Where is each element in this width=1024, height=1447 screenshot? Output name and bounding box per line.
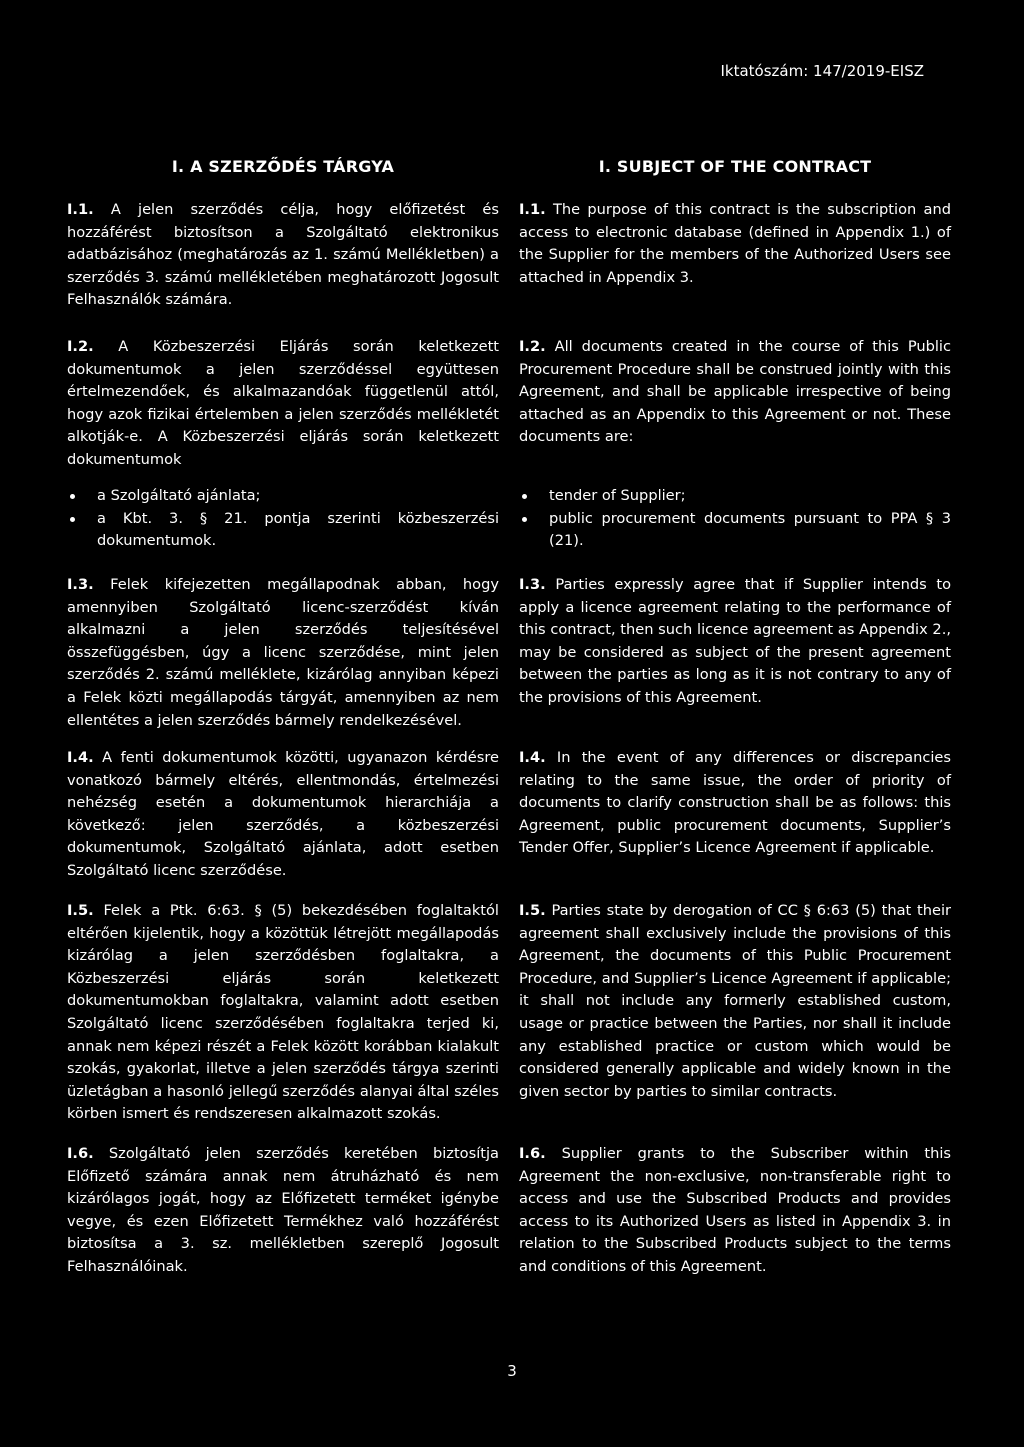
clause-text: Felek kifejezetten megállapodnak abban, hogy amennyiben Szolgáltató licenc-szerződést kíván alkalmazni a jelen szerződés teljesítésével összefüggésben, úgy a licenc szerződése, mint jelen szerződés 2. számú melléklete, kizárólag annyiban képezi a Felek közti megállapodás tárgyát, amennyiben az nem ellentétes a jelen szerződés bármely rendelkezésével. [67,576,500,729]
clause-5-en [519,900,951,1103]
clause-2-hu [67,336,499,472]
list-item: a Kbt. 3. § 21. pontja szerinti közbeszerzési dokumentumok. [67,508,499,553]
clause-text: A Közbeszerzési Eljárás során keletkezett dokumentumok a jelen szerződéssel együttesen értelmezendőek, és alkalmazandóak függetlenül attól, hogy azok fizikai értelemben a jelen szerződés mellékletét alkotják-e. A Közbeszerzési eljárás során keletkezett dokumentumok [67,338,500,468]
clause-text: A jelen szerződés célja, hogy előfizetést és hozzáférést biztosítson a Szolgáltató elektronikus adatbázisához (meghatározás az 1. számú Mellékletben) a szerződés 3. számú mellékletében meghatározott Jogosult Felhasználók számára. [67,201,500,309]
section-title-en: I. SUBJECT OF THE CONTRACT [598,157,872,176]
clause-number: I.4. [519,749,546,766]
clause-number: I.1. [519,201,546,218]
clause-number: I.6. [67,1145,94,1162]
clause-4-en [519,747,951,860]
clause-6-hu [67,1143,499,1279]
list-item: a Szolgáltató ajánlata; [67,485,499,508]
clause-text: Szolgáltató jelen szerződés keretében biztosítja Előfizető számára annak nem átruházható és nem kizárólagos jogát, hogy az Előfizetett terméket igénybe vegye, és ezen Előfizetett Termékhez való hozzáférést biztosítsa a 3. sz. mellékletben szereplő Jogosult Felhasználóinak. [67,1145,499,1275]
clause-3-en [519,574,951,710]
clause-3-hu [67,574,499,732]
clause-number: I.6. [519,1145,546,1162]
clause-number: I.5. [519,902,546,919]
clause-number: I.3. [519,576,546,593]
clause-number: I.5. [67,902,94,919]
clause-2-en [519,336,951,449]
clause-text: The purpose of this contract is the subscription and access to electronic database (defined in Appendix 1.) of the Supplier for the members of the Authorized Users see attached in Appendix 3. [519,201,951,286]
clause-number: I.4. [67,749,94,766]
clause-number: I.1. [67,201,94,218]
clause-text: A fenti dokumentumok közötti, ugyanazon kérdésre vonatkozó bármely eltérés, ellentmondás, értelmezési nehézség esetén a dokumentumok hierarchiája a következő: jelen szerződés, a közbeszerzési dokumentumok, Szolgáltató ajánlata, adott esetben Szolgáltató licenc szerződése. [67,749,499,879]
clause-6-en [519,1143,951,1279]
documents-list-hu [67,485,499,553]
list-item: public procurement documents pursuant to PPA § 3 (21). [519,508,951,553]
clause-text: In the event of any differences or discrepancies relating to the same issue, the order of priority of documents to clarify construction shall be as follows: this Agreement, public procurement documents, Supplier’s Tender Offer, Supplier’s Licence Agreement if applicable. [519,749,951,857]
clause-number: I.2. [67,338,94,355]
clause-text: Felek a Ptk. 6:63. § (5) bekezdésében foglaltaktól eltérően kijelentik, hogy a közöttük létrejött megállapodás kizárólag a jelen szerződésben foglaltakra, a Közbeszerzési eljárás során keletkezett dokumentumokban foglaltakra, valamint adott esetben Szolgáltató licenc szerződésében foglaltakra terjed ki, annak nem képezi részét a Felek között korábban kialakult szokás, gyakorlat, illetve a jelen szerződés tárgya szerinti üzletágban a hasonló jellegű szerződés alanyai által széles körben ismert és rendszeresen alkalmazott szokás. [67,902,499,1123]
clause-number: I.3. [67,576,94,593]
clause-1-hu [67,199,499,312]
clause-text: All documents created in the course of this Public Procurement Procedure shall be construed jointly with this Agreement, and shall be applicable irrespective of being attached as an Appendix to this Agreement or not. These documents are: [519,338,952,446]
clause-text: Parties expressly agree that if Supplier intends to apply a licence agreement relating to the performance of this contract, then such licence agreement as Appendix 2., may be considered as subject of the present agreement between the parties as long as it is not contrary to any of the provisions of this Agreement. [519,576,951,706]
clause-1-en [519,199,951,289]
list-item: tender of Supplier; [519,485,951,508]
documents-list-en [519,485,951,553]
section-title-hu: I. A SZERZŐDÉS TÁRGYA [171,157,395,176]
clause-number: I.2. [519,338,546,355]
registration-number: Iktatószám: 147/2019-EISZ [720,62,924,80]
clause-5-hu [67,900,499,1126]
clause-4-hu [67,747,499,883]
page-number: 3 [507,1362,517,1380]
clause-text: Parties state by derogation of CC § 6:63 (5) that their agreement shall exclusively include the provisions of this Agreement, the documents of this Public Procurement Procedure, and Supplier’s Licence Agreement if applicable; it shall not include any formerly established custom, usage or practice between the Parties, nor shall it include any established practice or custom which would be considered generally applicable and widely known in the given sector by parties to similar contracts. [519,902,952,1100]
clause-text: Supplier grants to the Subscriber within this Agreement the non-exclusive, non-transferable right to access and use the Subscribed Products and provides access to its Authorized Users as listed in Appendix 3. in relation to the Subscribed Products subject to the terms and conditions of this Agreement. [519,1145,951,1275]
